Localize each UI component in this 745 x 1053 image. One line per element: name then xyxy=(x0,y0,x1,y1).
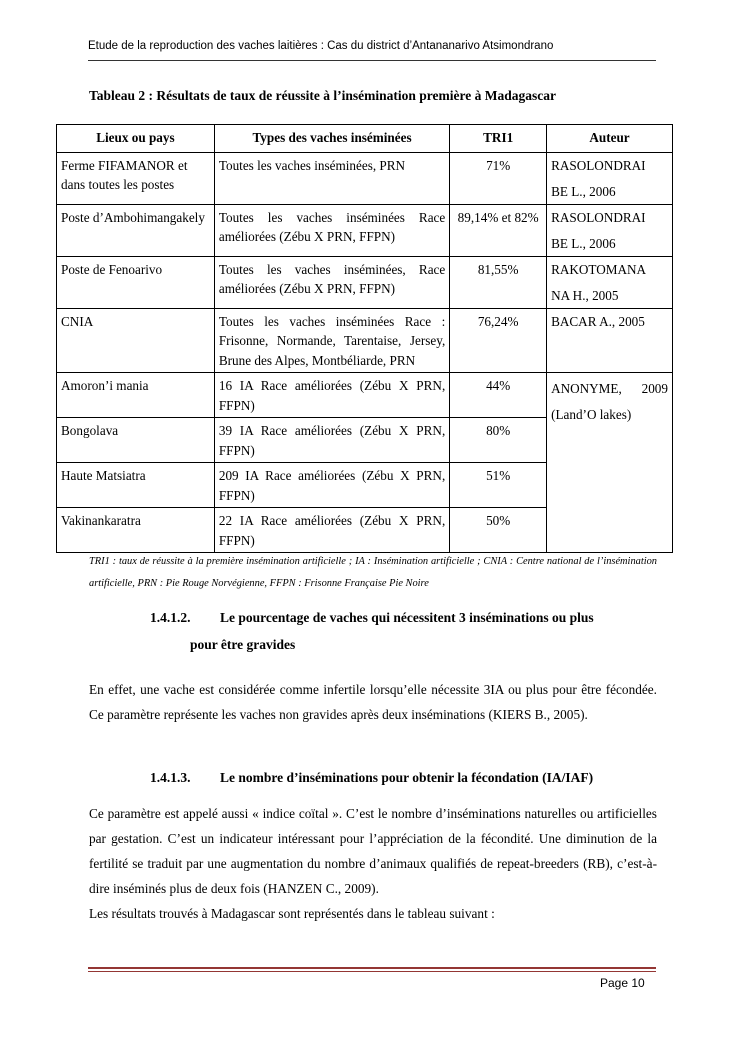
cell-tri: 76,24% xyxy=(450,308,547,373)
cell-types: Toutes les vaches inséminées Race : Frisonne, Normande, Tarentaise, Jersey, Brune des Alpes, Montbéliarde, PRN xyxy=(214,308,449,373)
paragraph-infertile xyxy=(89,677,657,727)
section-heading-1412 xyxy=(150,610,657,626)
cell-lieu: CNIA xyxy=(57,308,215,373)
table-header-row xyxy=(57,125,673,153)
cell-tri: 51% xyxy=(450,463,547,508)
cell-lieu: Amoron’i mania xyxy=(57,373,215,418)
table-row xyxy=(57,308,673,373)
section-title: Le pourcentage de vaches qui nécessitent 3 inséminations ou plus xyxy=(220,610,594,625)
cell-auteur xyxy=(547,152,673,204)
cell-types: Toutes les vaches inséminées, PRN xyxy=(214,152,449,204)
paragraph-text: Ce paramètre est appelé aussi « indice coïtal ». C’est le nombre d’inséminations naturelles ou artificielles par gestation. C’est un indicateur intéressant pour l’appréciation de la fécondité. Une diminution de la fertilité se traduit par une augmentation du nombre d’animaux qualifiés de repeat-breeders (RB), c’est-à-dire inséminés plus de deux fois (HANZEN C., 2009). xyxy=(89,806,657,896)
section-heading-1412-cont: pour être gravides xyxy=(190,637,296,652)
auteur-line1: RASOLONDRAI xyxy=(551,209,646,225)
cell-tri: 50% xyxy=(450,508,547,553)
section-heading-1413 xyxy=(150,770,593,786)
column-header: Lieux ou pays xyxy=(57,125,215,153)
cell-types: Toutes les vaches inséminées Race améliorées (Zébu X PRN, FFPN) xyxy=(214,204,449,256)
cell-types: Toutes les vaches inséminées, Race améliorées (Zébu X PRN, FFPN) xyxy=(214,256,449,308)
cell-tri: 89,14% et 82% xyxy=(450,204,547,256)
column-header: Auteur xyxy=(547,125,673,153)
section-number: 1.4.1.2. xyxy=(150,610,191,625)
cell-tri: 80% xyxy=(450,418,547,463)
cell-lieu: Haute Matsiatra xyxy=(57,463,215,508)
auteur-line2: NA H., 2005 xyxy=(551,288,619,303)
table-row xyxy=(57,256,673,308)
cell-types: 22 IA Race améliorées (Zébu X PRN, FFPN) xyxy=(214,508,449,553)
footer-rule xyxy=(88,971,656,972)
table-row xyxy=(57,152,673,204)
paragraph-indice-coital xyxy=(89,801,657,926)
paragraph-text: Les résultats trouvés à Madagascar sont représentés dans le tableau suivant : xyxy=(89,906,495,921)
cell-tri: 71% xyxy=(450,152,547,204)
results-table xyxy=(56,124,673,553)
cell-tri: 81,55% xyxy=(450,256,547,308)
auteur-line2: BE L., 2006 xyxy=(551,184,616,199)
section-number: 1.4.1.3. xyxy=(150,770,191,785)
cell-lieu: Poste d’Ambohimangakely xyxy=(57,204,215,256)
cell-lieu: Ferme FIFAMANOR et dans toutes les postes xyxy=(57,152,215,204)
cell-auteur xyxy=(547,204,673,256)
column-header: TRI1 xyxy=(450,125,547,153)
cell-auteur: BACAR A., 2005 xyxy=(547,308,673,373)
table-row xyxy=(57,373,673,418)
page-number: Page 10 xyxy=(600,976,645,990)
table-footnote: TRI1 : taux de réussite à la première insémination artificielle ; IA : Insémination artificielle ; CNIA : Centre national de l’insémination artificielle, PRN : Pie Rouge Norvégienne, FFPN : Frisonne Française Pie Noire xyxy=(89,556,657,589)
cell-lieu: Bongolava xyxy=(57,418,215,463)
auteur-line2: BE L., 2006 xyxy=(551,236,616,251)
cell-tri: 44% xyxy=(450,373,547,418)
column-header: Types des vaches inséminées xyxy=(214,125,449,153)
section-title: Le nombre d’inséminations pour obtenir la fécondation (IA/IAF) xyxy=(220,770,594,785)
table-caption: Tableau 2 : Résultats de taux de réussite à l’insémination première à Madagascar xyxy=(89,88,556,103)
paragraph-text: En effet, une vache est considérée comme infertile lorsqu’elle nécessite 3IA ou plus pour être fécondée. Ce paramètre représente les vaches non gravides après deux inséminations (KIERS B., 2005). xyxy=(89,682,657,722)
header-rule xyxy=(88,60,656,61)
footer-rule xyxy=(88,967,656,969)
cell-lieu: Vakinankaratra xyxy=(57,508,215,553)
cell-types: 39 IA Race améliorées (Zébu X PRN, FFPN) xyxy=(214,418,449,463)
table-row xyxy=(57,204,673,256)
cell-auteur-merged: ANONYME, 2009 (Land’O lakes) xyxy=(547,373,673,553)
auteur-line1: RAKOTOMANA xyxy=(551,261,647,277)
cell-types: 16 IA Race améliorées (Zébu X PRN, FFPN) xyxy=(214,373,449,418)
running-header: Etude de la reproduction des vaches laitières : Cas du district d’Antananarivo Atsimondrano xyxy=(88,40,554,52)
auteur-line1: RASOLONDRAI xyxy=(551,157,646,173)
cell-types: 209 IA Race améliorées (Zébu X PRN, FFPN) xyxy=(214,463,449,508)
cell-lieu: Poste de Fenoarivo xyxy=(57,256,215,308)
cell-auteur xyxy=(547,256,673,308)
